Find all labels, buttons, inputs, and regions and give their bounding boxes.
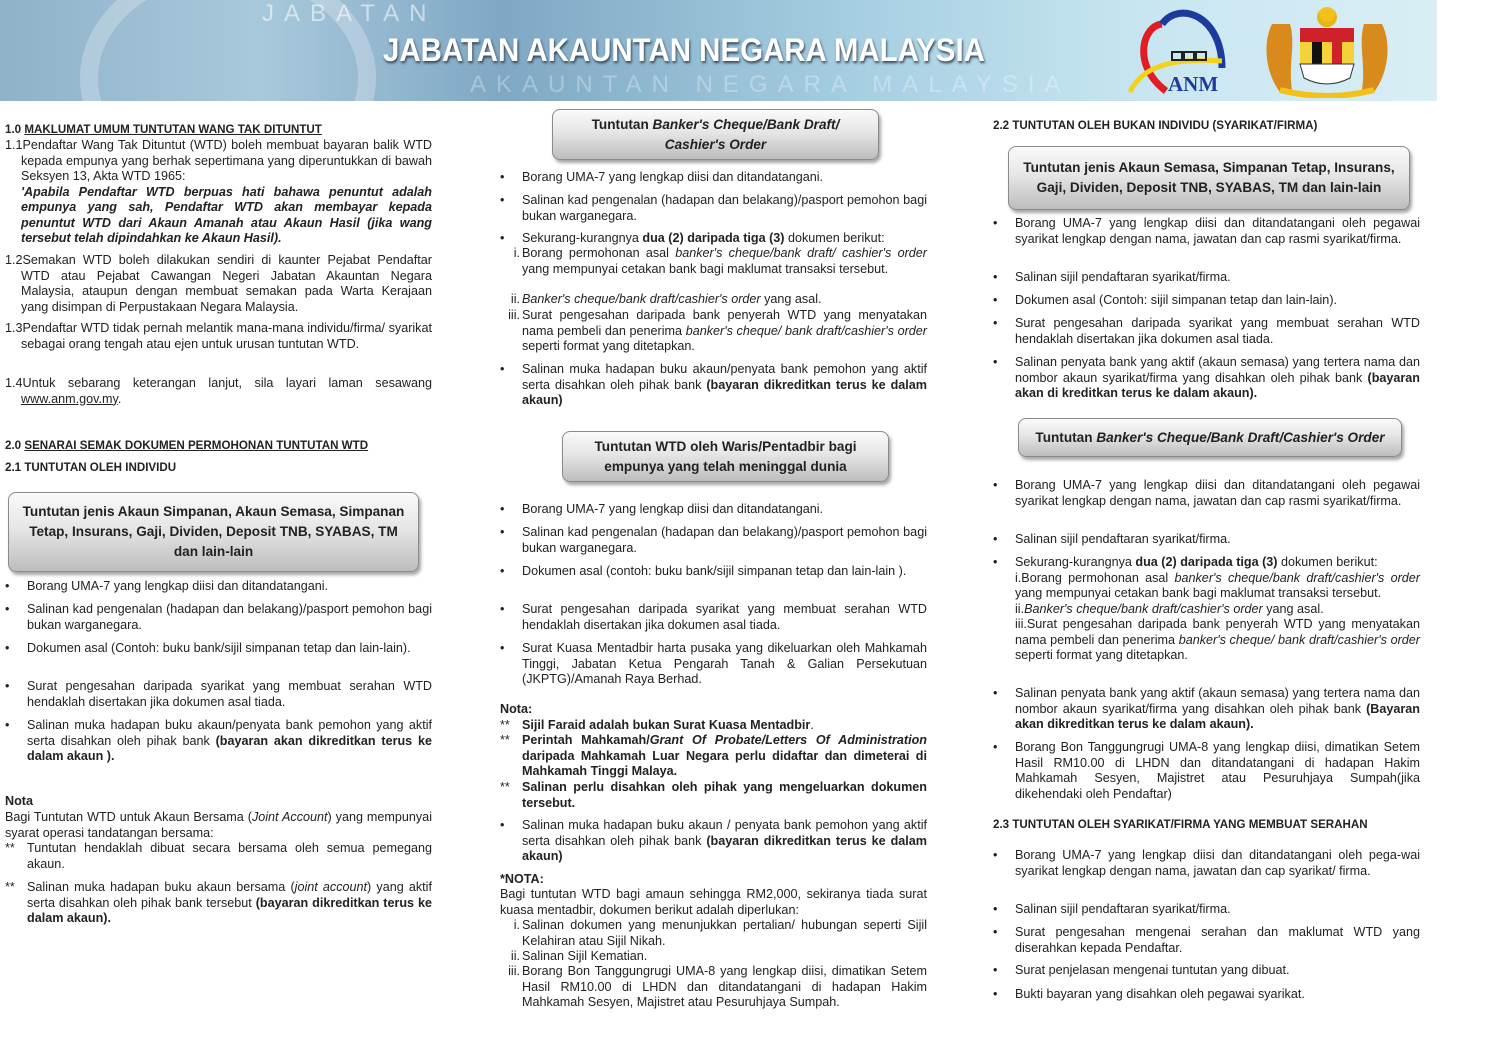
- text-run: Surat Kuasa Mentadbir harta pusaka yang dikeluarkan oleh Mahkamah Tinggi, Jabatan Ketua Pengarah Tanah & Galian Persekutuan (JKPTG)/Amanah Raya Berhad.: [522, 641, 927, 686]
- bullet-item: [993, 925, 1420, 956]
- block-text: [522, 641, 927, 686]
- block-text: [1015, 532, 1231, 546]
- block-text: [27, 841, 432, 871]
- note-item: [500, 718, 927, 734]
- bullet-item: [993, 316, 1420, 347]
- block-text: [27, 579, 328, 593]
- block-text: [1017, 158, 1401, 198]
- block-text: [21, 253, 432, 314]
- text-run: banker's cheque/ bank draft/cashier's order: [1178, 632, 1420, 647]
- category-box: [8, 492, 419, 572]
- text-run: dua (2) daripada tiga (3): [642, 231, 785, 245]
- list-marker: ii.: [510, 292, 520, 306]
- text-run: Banker's Cheque/Bank Draft/ Cashier's Order: [652, 116, 840, 152]
- text-run: banker's cheque/ bank draft/cashier's order: [685, 323, 927, 338]
- text-run: Salinan kad pengenalan (hadapan dan belakang)/pasport pemohon bagi bukan warganegara.: [27, 602, 432, 632]
- block-text: [1015, 848, 1420, 878]
- text-run: dokumen berikut:: [784, 231, 885, 245]
- text-run: Borang Bon Tanggungrugi UMA-8 yang lengkap diisi, dimatikan Setem Hasil RM10.00 di LHDN dan ditandatangani di hadapan Hakim Mahkamah Sesyen, Majistret atau Pesuruhjaya Sumpah.: [522, 964, 927, 1009]
- paragraph: [500, 702, 927, 718]
- roman-list-item: [500, 918, 927, 949]
- text-run: Surat pengesahan daripada syarikat yang membuat serahan WTD hendaklah disertakan jika dokumen asal tiada.: [522, 602, 927, 632]
- roman-list-item: [500, 292, 927, 308]
- text-run: Tuntutan WTD oleh Waris/Pentadbir bagi empunya yang telah meninggal dunia: [594, 438, 857, 474]
- numbered-paragraph: [5, 138, 432, 247]
- bullet-item: [500, 231, 927, 247]
- text-run: i.Borang permohonan asal: [1015, 570, 1175, 585]
- text-run: Borang UMA-7 yang lengkap diisi dan ditandatangani oleh pega-wai syarikat lengkap dengan nama, jawatan dan cap syarikat/ firma.: [1015, 848, 1420, 878]
- text-run: Banker's cheque/bank draft/cashier's order: [1024, 601, 1263, 616]
- block-text: [1015, 216, 1420, 246]
- text-run: 2.1 TUNTUTAN OLEH INDIVIDU: [5, 461, 177, 474]
- bullet-item: [993, 555, 1420, 664]
- text-run: Salinan penyata bank yang aktif (akaun semasa) yang tertera nama dan nombor akaun syarikat/firma yang disahkan oleh pihak bank: [1015, 686, 1420, 716]
- list-marker: **: [5, 841, 15, 855]
- bullet-item: [5, 679, 432, 710]
- subsection-heading: [5, 460, 432, 476]
- bullet-item: [993, 270, 1420, 286]
- bullet-item: [993, 355, 1420, 402]
- text-run: yang asal.: [760, 292, 822, 306]
- section-heading: [5, 438, 432, 454]
- text-run: 2.2 TUNTUTAN OLEH BUKAN INDIVIDU (SYARIKAT/FIRMA): [993, 119, 1318, 132]
- department-title: JABATAN AKAUNTAN NEGARA MALAYSIA: [383, 32, 985, 68]
- text-run: yang asal.: [1262, 601, 1324, 616]
- block-text: [500, 702, 532, 716]
- block-text: [1035, 428, 1384, 448]
- text-run: Nota:: [500, 702, 533, 716]
- text-run: Tuntutan jenis Akaun Simpanan, Akaun Semasa, Simpanan Tetap, Insurans, Gaji, Dividen, Deposit TNB, SYABAS, TM dan lain-lain: [22, 504, 405, 559]
- banner-ghost-text: JABATAN: [262, 0, 437, 27]
- note-item: [500, 733, 927, 780]
- block-text: [1015, 987, 1305, 1001]
- text-run: Surat pengesahan mengenai serahan dan maklumat WTD yang diserahkan kepada Pendaftar.: [1015, 925, 1420, 955]
- list-marker: **: [500, 733, 510, 747]
- bullet-item: [500, 193, 927, 224]
- bullet-item: [993, 532, 1420, 548]
- text-run: ) yang aktif serta disahkan oleh pihak bank tersebut: [27, 880, 432, 910]
- text-run: Sijil Faraid adalah bukan Surat Kuasa Mentadbir: [522, 718, 811, 732]
- bullet-item: [500, 502, 927, 518]
- paragraph-number: 1.2: [5, 253, 23, 267]
- bullet-item: [500, 170, 927, 186]
- block-text: [1015, 316, 1420, 346]
- text-run: Tuntutan: [1035, 429, 1097, 445]
- text-run: Sekurang-kurangnya: [522, 231, 643, 245]
- block-text: [1015, 293, 1337, 307]
- numbered-paragraph: [5, 376, 432, 407]
- category-box: [552, 109, 879, 160]
- roman-list-item: [500, 246, 927, 277]
- text-run: dua (2) daripada tiga (3): [1135, 555, 1278, 569]
- text-run: ) yang mempunyai syarat operasi tandatangan bersama:: [5, 810, 432, 840]
- block-text: [522, 964, 927, 1009]
- block-text: [1015, 355, 1420, 400]
- text-run: 'Apabila Pendaftar WTD berpuas hati bahawa penuntut adalah empunya yang sah, Pendaftar WTD akan membayar kepada penuntut WTD dari Akaun Amanah atau Akaun Hasil (jika wang tersebut telah dipindahkan ke Akaun Hasil).: [21, 184, 432, 245]
- bullet-item: [500, 641, 927, 688]
- text-run: (bayaran dikreditkan terus ke dalam akaun).: [27, 895, 432, 925]
- text-run: Borang UMA-7 yang lengkap diisi dan ditandatangani.: [522, 502, 824, 516]
- block-text: [21, 321, 432, 351]
- numbered-paragraph: [5, 253, 432, 315]
- text-run: Banker's Cheque/Bank Draft/Cashier's Order: [1096, 429, 1385, 445]
- text-run: seperti format yang ditetapkan.: [522, 339, 695, 353]
- paragraph: [500, 887, 927, 918]
- text-run: Salinan dokumen yang menunjukkan pertalian/ hubungan seperti Sijil Kelahiran atau Sijil Nikah.: [522, 918, 927, 948]
- block-text: [27, 602, 432, 632]
- block-text: [500, 872, 544, 886]
- bullet-item: [500, 818, 927, 865]
- text-run: (Bayaran akan dikreditkan terus ke dalam akaun).: [1015, 701, 1420, 731]
- list-marker: i.: [513, 246, 520, 260]
- text-run: Sekurang-kurangnya: [1015, 555, 1136, 569]
- text-run: MAKLUMAT UMUM TUNTUTAN WANG TAK DITUNTUT: [24, 123, 322, 136]
- block-text: [27, 718, 432, 763]
- text-run: .: [810, 718, 814, 732]
- text-run: ii.: [1015, 601, 1025, 616]
- text-run: 2.3 TUNTUTAN OLEH SYARIKAT/FIRMA YANG MEMBUAT SERAHAN: [993, 818, 1368, 831]
- block-text: [1015, 902, 1231, 916]
- text-run: yang mempunyai cetakan bank bagi maklumat transaksi tersebut.: [1015, 586, 1382, 600]
- text-run: Borang UMA-7 yang lengkap diisi dan ditandatangani oleh pegawai syarikat lengkap dengan nama, jawatan dan cap rasmi syarikat/firma.: [1015, 216, 1420, 246]
- block-text: [5, 794, 33, 808]
- block-text: [5, 461, 176, 474]
- text-run: Banker's cheque/bank draft/cashier's order: [522, 292, 761, 306]
- text-run: Salinan muka hadapan buku akaun / penyata bank pemohon yang aktif serta disahkan oleh pihak bank: [522, 818, 927, 848]
- block-text: [5, 123, 322, 136]
- block-text: [522, 525, 927, 555]
- paragraph-number: 1.4: [5, 376, 23, 390]
- text-run: Borang UMA-7 yang lengkap diisi dan ditandatangani oleh pegawai syarikat lengkap dengan nama, jawatan dan cap rasmi syarikat/firma.: [1015, 478, 1420, 508]
- banner-ghost-text-2: AKAUNTAN NEGARA MALAYSIA: [470, 71, 1071, 98]
- text-run: (bayaran akan dikreditkan terus ke dalam akaun ).: [27, 733, 432, 763]
- coat-of-arms-icon: [1260, 4, 1394, 98]
- text-run: seperti format yang ditetapkan.: [1015, 648, 1188, 662]
- bullet-item: [500, 602, 927, 633]
- bullet-item: [5, 718, 432, 765]
- anm-logo-label: ANM: [1168, 72, 1219, 96]
- block-text: [27, 641, 411, 655]
- block-text: [522, 733, 927, 778]
- text-run: Borang UMA-7 yang lengkap diisi dan ditandatangani.: [27, 579, 329, 593]
- list-marker: iii.: [508, 964, 520, 978]
- paragraph-number: 1.1: [5, 138, 23, 152]
- block-text: [5, 439, 368, 452]
- bullet-item: [500, 525, 927, 556]
- text-run: Bagi tuntutan WTD bagi amaun sehingga RM2,000, sekiranya tiada surat kuasa mentadbir, dokumen berikut adalah diperlukan:: [500, 887, 927, 917]
- list-marker: iii.: [508, 308, 520, 322]
- text-run: Salinan muka hadapan buku akaun bersama (: [27, 880, 295, 894]
- text-run: banker's cheque/bank draft/cashier's order: [1174, 570, 1420, 585]
- text-run: dokumen berikut:: [1277, 555, 1378, 569]
- block-text: [21, 138, 432, 245]
- text-run: Untuk sebarang keterangan lanjut, sila layari laman sesawang: [22, 376, 432, 390]
- block-text: [27, 679, 432, 709]
- text-run: *NOTA:: [500, 872, 544, 886]
- note-item: [5, 841, 432, 872]
- text-run: Salinan penyata bank yang aktif (akaun semasa) yang tertera nama dan nombor akaun syarikat/firma yang disahkan oleh pihak bank: [1015, 355, 1420, 385]
- paragraph: [5, 810, 432, 841]
- text-run: joint account: [294, 880, 368, 894]
- text-run: Semakan WTD boleh dilakukan sendiri di kaunter Pejabat Pendaftar WTD atau Pejabat Cawangan Negeri Jabatan Akauntan Negara Malaysia, ataupun dengan membuat semakan pada Warta Kerajaan yang disimpan di Perpustakaan Negara Malaysia.: [21, 253, 432, 314]
- text-run: Grant Of Probate/Letters Of Administration: [649, 733, 927, 747]
- block-text: [522, 780, 927, 810]
- block-text: [522, 949, 647, 963]
- subsection-heading: [993, 817, 1420, 833]
- text-run: Salinan muka hadapan buku akaun/penyata bank pemohon yang aktif serta disahkan oleh pihak bank: [27, 718, 432, 748]
- block-text: [522, 362, 927, 407]
- text-run: (bayaran dikreditkan terus ke dalam akaun): [522, 833, 927, 863]
- text-run: Bagi Tuntutan WTD untuk Akaun Bersama (: [5, 810, 252, 824]
- roman-list-item: [500, 964, 927, 1011]
- bullet-item: [993, 293, 1420, 309]
- block-text: [1015, 478, 1420, 508]
- bullet-item: [993, 478, 1420, 509]
- block-text: [561, 115, 870, 155]
- text-run: (bayaran akan di kreditkan terus ke dalam akaun).: [1015, 370, 1420, 400]
- list-marker: **: [5, 880, 15, 894]
- block-text: [5, 810, 432, 840]
- list-marker: **: [500, 780, 510, 794]
- text-run: 2.0: [5, 439, 25, 452]
- text-run: Dokumen asal (Contoh: buku bank/sijil simpanan tetap dan lain-lain).: [27, 641, 411, 655]
- block-text: [522, 502, 823, 516]
- section-heading: [5, 122, 432, 138]
- text-run: Borang Bon Tanggungrugi UMA-8 yang lengkap diisi, dimatikan Setem Hasil RM10.00 di LHDN dan ditandatangani di hadapan Hakim Mahkamah Sesyen, Majistret atau Pesuruhjaya Sumpah(jika dikehendaki oleh Pendaftar): [1015, 740, 1420, 801]
- category-box: [1018, 418, 1402, 457]
- text-run: daripada Mahkamah Luar Negara perlu didaftar dan dimeterai di Mahkamah Tinggi Malaya.: [522, 748, 927, 778]
- numbered-paragraph: [5, 321, 432, 352]
- block-text: [1015, 686, 1420, 731]
- paragraph-number: 1.3: [5, 321, 23, 335]
- text-run: Salinan muka hadapan buku akaun/penyata bank pemohon yang aktif serta disahkan oleh pihak bank: [522, 362, 927, 392]
- block-text: [522, 246, 927, 276]
- block-text: [993, 818, 1368, 831]
- block-text: [522, 292, 822, 306]
- text-run: Tuntutan: [591, 116, 653, 132]
- list-marker: ii.: [510, 949, 520, 963]
- bullet-item: [993, 902, 1420, 918]
- block-text: [27, 880, 432, 925]
- category-box: [1008, 146, 1410, 210]
- text-run: Joint Account: [251, 810, 328, 824]
- block-text: [21, 376, 432, 406]
- bullet-item: [993, 987, 1420, 1003]
- bullet-item: [993, 686, 1420, 733]
- block-text: [993, 119, 1317, 132]
- block-text: [1015, 925, 1420, 955]
- block-text: [522, 193, 927, 223]
- text-run: Salinan kad pengenalan (hadapan dan belakang)/pasport pemohon bagi bukan warganegara.: [522, 525, 927, 555]
- block-text: [1015, 555, 1420, 662]
- text-run: Pendaftar WTD tidak pernah melantik mana-mana individu/firma/ syarikat sebagai orang tengah atau ejen untuk urusan tuntutan WTD.: [21, 321, 432, 351]
- text-run: Salinan sijil pendaftaran syarikat/firma.: [1015, 270, 1231, 284]
- roman-list-item: [500, 308, 927, 355]
- text-run: Bukti bayaran yang disahkan oleh pegawai syarikat.: [1015, 987, 1305, 1001]
- text-run: 1.0: [5, 123, 25, 136]
- note-item: [5, 880, 432, 927]
- text-run: (bayaran dikreditkan terus ke dalam akaun): [522, 377, 927, 407]
- bullet-item: [5, 579, 432, 595]
- note-item: [500, 780, 927, 811]
- text-run: Tuntutan hendaklah dibuat secara bersama oleh semua pemegang akaun.: [27, 841, 432, 871]
- bullet-item: [993, 740, 1420, 802]
- text-run: Surat pengesahan daripada syarikat yang membuat serahan WTD hendaklah disertakan jika dokumen asal tiada.: [27, 679, 432, 709]
- block-text: [500, 887, 927, 917]
- text-run: banker's cheque/bank draft/ cashier's order: [675, 246, 927, 260]
- list-marker: **: [500, 718, 510, 732]
- text-run: Tuntutan jenis Akaun Semasa, Simpanan Tetap, Insurans, Gaji, Dividen, Deposit TNB, SYABAS, TM dan lain-lain: [1023, 160, 1395, 195]
- text-run: Salinan kad pengenalan (hadapan dan belakang)/pasport pemohon bagi bukan warganegara.: [522, 193, 927, 223]
- header-banner: [0, 0, 1437, 101]
- text-run: yang mempunyai cetakan bank bagi maklumat transaksi tersebut.: [522, 261, 889, 276]
- block-text: [1015, 963, 1289, 977]
- block-text: [522, 308, 927, 353]
- text-run: Borang UMA-7 yang lengkap diisi dan ditandatangani.: [522, 170, 824, 184]
- text-run: Salinan perlu disahkan oleh pihak yang mengeluarkan dokumen tersebut.: [522, 780, 927, 810]
- bullet-item: [993, 848, 1420, 879]
- text-run: Pendaftar Wang Tak Dituntut (WTD) boleh membuat bayaran balik WTD kepada empunya yang berhak sepertimana yang diperuntukkan di bawah Seksyen 13, Akta WTD 1965:: [21, 138, 432, 183]
- bullet-item: [500, 564, 927, 580]
- block-text: [522, 170, 823, 184]
- block-text: [571, 437, 880, 477]
- bullet-item: [5, 641, 432, 657]
- text-run: Salinan Sijil Kematian.: [522, 949, 648, 963]
- text-run: Surat penjelasan mengenai tuntutan yang dibuat.: [1015, 963, 1290, 977]
- text-run: Perintah Mahkamah/: [522, 733, 650, 747]
- text-run: Surat pengesahan daripada syarikat yang membuat serahan WTD hendaklah disertakan jika dokumen asal tiada.: [1015, 316, 1420, 346]
- list-marker: i.: [513, 918, 520, 932]
- text-run: SENARAI SEMAK DOKUMEN PERMOHONAN TUNTUTAN WTD: [24, 439, 369, 452]
- block-text: [522, 564, 906, 578]
- roman-list-item: [500, 949, 927, 965]
- text-run: Salinan sijil pendaftaran syarikat/firma.: [1015, 902, 1231, 916]
- paragraph: [5, 794, 432, 810]
- bullet-item: [993, 963, 1420, 979]
- text-run: iii.Surat pengesahan daripada bank penyerah WTD yang menyatakan nama pembeli dan penerima: [1015, 617, 1420, 647]
- text-run: Dokumen asal (contoh: buku bank/sijil simpanan tetap dan lain-lain ).: [522, 564, 907, 578]
- category-box: [562, 431, 889, 482]
- bullet-item: [500, 362, 927, 409]
- block-text: [1015, 740, 1420, 801]
- bullet-item: [993, 216, 1420, 247]
- block-text: [1015, 270, 1231, 284]
- text-run: Dokumen asal (Contoh: sijil simpanan tetap dan lain-lain).: [1015, 293, 1338, 307]
- block-text: [522, 718, 814, 732]
- text-run: .: [117, 391, 122, 406]
- subsection-heading: [993, 118, 1420, 134]
- text-run: Borang permohonan asal: [522, 246, 676, 260]
- paragraph: [500, 872, 927, 888]
- text-run: Salinan sijil pendaftaran syarikat/firma.: [1015, 532, 1231, 546]
- block-text: [522, 231, 885, 245]
- block-text: [522, 918, 927, 948]
- website-link[interactable]: www.anm.gov.my: [21, 391, 118, 406]
- block-text: [17, 502, 410, 562]
- block-text: [522, 602, 927, 632]
- text-run: Surat pengesahan daripada bank penyerah WTD yang menyatakan nama pembeli dan penerima: [522, 308, 927, 338]
- text-run: Nota: [5, 794, 33, 808]
- bullet-item: [5, 602, 432, 633]
- anm-logo-icon: [1122, 6, 1232, 96]
- block-text: [522, 818, 927, 863]
